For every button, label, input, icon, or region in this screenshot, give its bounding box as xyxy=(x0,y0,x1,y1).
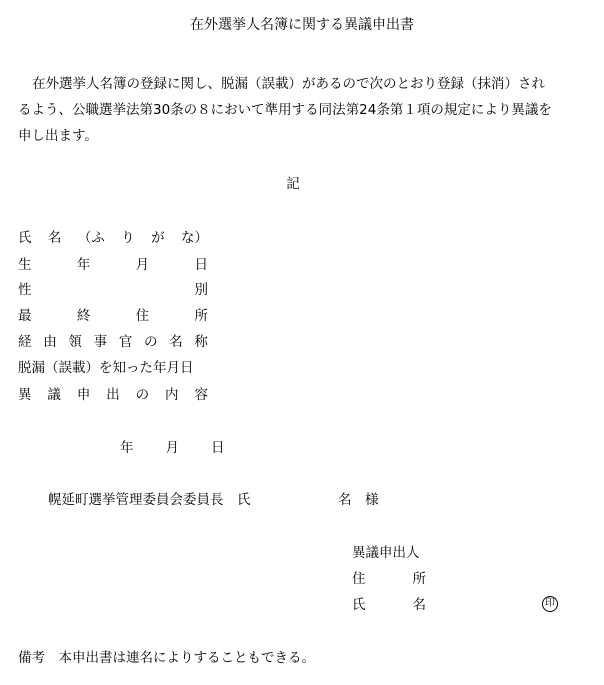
addressee-office: 幌延町選挙管理委員会委員長 氏 xyxy=(48,492,251,508)
applicant-name-label: 氏 名 xyxy=(352,597,426,613)
body-line-2: るよう、公職選挙法第30条の８において準用する同法第24条第１項の規定により異議を xyxy=(18,102,552,118)
ki-heading: 記 xyxy=(286,176,300,192)
field-last-address-label: 最 終 住 所 xyxy=(18,308,208,324)
field-objection-content-label: 異 議 申 出 の 内 容 xyxy=(18,387,208,403)
field-consulate-label: 経 由 領 事 官 の 名 称 xyxy=(18,334,208,350)
addressee xyxy=(48,492,379,508)
field-gender-label: 性 別 xyxy=(18,282,208,298)
date-year: 年 xyxy=(120,440,134,456)
addressee-honorific: 名 様 xyxy=(338,492,379,508)
body-paragraph xyxy=(18,71,588,149)
applicant-heading: 異議申出人 xyxy=(352,545,420,561)
field-birthdate-label: 生 年 月 日 xyxy=(18,257,208,273)
document-title: 在外選挙人名簿に関する異議申出書 xyxy=(190,17,414,33)
submission-date xyxy=(120,442,225,456)
applicant-address-label: 住 所 xyxy=(352,571,426,587)
body-line-3: 申し出ます。 xyxy=(18,128,98,144)
date-month: 月 xyxy=(165,440,179,456)
body-line-1: 在外選挙人名簿の登録に関し、脱漏（誤載）があるので次のとおり登録（抹消）され xyxy=(32,76,545,92)
seal-mark: 印 xyxy=(542,596,558,612)
field-name-label: 氏 名 （ふ り が な） xyxy=(18,230,208,246)
date-day: 日 xyxy=(211,440,225,456)
field-omission-date-label: 脱漏（誤載）を知った年月日 xyxy=(18,360,194,376)
remarks-note: 備考 本申出書は連名によりすることもできる。 xyxy=(18,650,315,666)
